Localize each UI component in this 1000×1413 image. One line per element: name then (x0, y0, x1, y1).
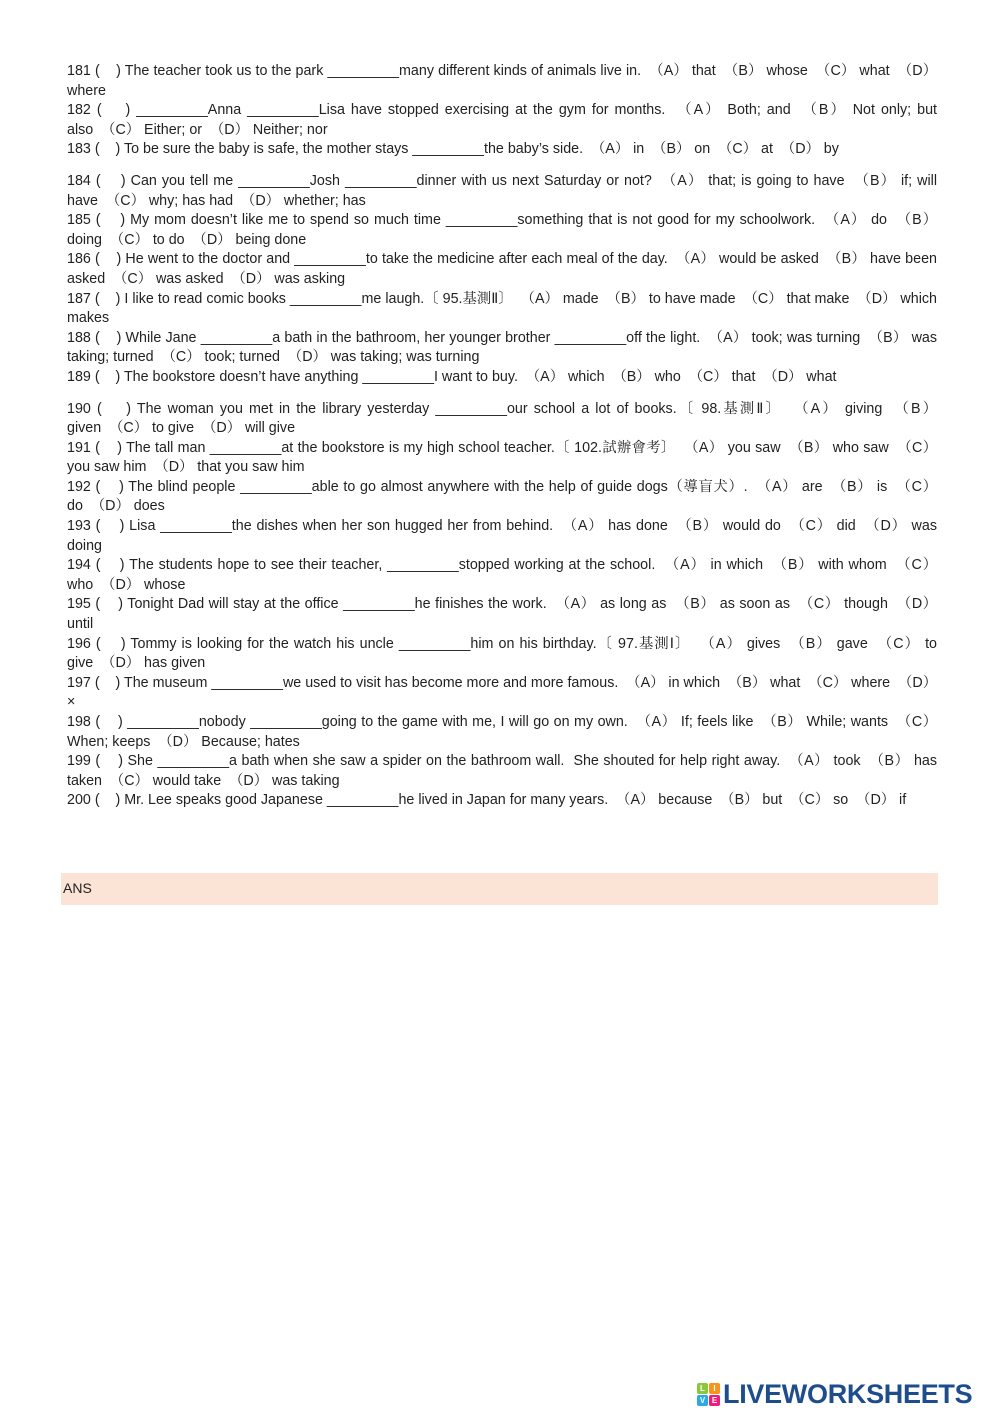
question-183: 183 ( ) To be sure the baby is safe, the mother stays _________the baby’s side. （A） in （B） on （C） at （D） by (67, 141, 839, 158)
question-197: 197 ( ) The museum _________we used to visit has become more and more famous. （A） in which （B） what （C） where （D） × (67, 674, 937, 711)
question-191: 191 ( ) The tall man _________at the bookstore is my high school teacher.〔 102.試辦會考〕 （A） you saw （B） who saw （C） you saw him （D） that you saw him (67, 439, 937, 476)
question-189: 189 ( ) The bookstore doesn’t have anything _________I want to buy. （A） which （B） who （C） that （D） what (67, 368, 837, 385)
logo-icon-letter: I (709, 1383, 720, 1394)
question-list (67, 62, 937, 811)
logo-icon-letter: E (709, 1395, 720, 1406)
liveworksheets-logo (697, 1379, 972, 1409)
question-188: 188 ( ) While Jane _________a bath in the bathroom, her younger brother _________off the light. （A） took; was turning （B） was taking; turned （C） took; turned （D） was taking; was turning (67, 329, 937, 366)
question-186: 186 ( ) He went to the doctor and _________to take the medicine after each meal of the day. （A） would be asked （B） have been asked （C） was asked （D） was asking (67, 251, 937, 287)
logo-text: LIVEWORKSHEETS (723, 1378, 973, 1409)
logo-icon-letter: V (697, 1395, 708, 1406)
question-192: 192 ( ) The blind people _________able to go almost anywhere with the help of guide dogs（導盲犬）. （A） are （B） is （C） do （D） does (67, 478, 937, 515)
liveworksheets-logo-icon (697, 1383, 720, 1406)
answer-section (61, 873, 938, 905)
answer-label: ANS (63, 880, 92, 896)
question-184: 184 ( ) Can you tell me _________Josh _________dinner with us next Saturday or not? （A） that; is going to have （B） if; will have （C） why; has had （D） whether; has (67, 172, 937, 209)
question-185: 185 ( ) My mom doesn’t like me to spend so much time _________something that is not good for my schoolwork. （A） do （B） doing （C） to do （D） being done (67, 212, 937, 248)
question-182: 182 ( ) _________Anna _________Lisa have stopped exercising at the gym for months. （A） Both; and （B） Not only; but also （C） Either; or （D） Neither; nor (67, 102, 937, 138)
question-193: 193 ( ) Lisa _________the dishes when her son hugged her from behind. （A） has done （B） would do （C） did （D） was doing (67, 518, 937, 554)
question-194: 194 ( ) The students hope to see their teacher, _________stopped working at the school. （A） in which （B） with whom （C） who （D） whose (67, 557, 937, 593)
question-181: 181 ( ) The teacher took us to the park _________many different kinds of animals live in. （A） that （B） whose （C） what （D） where (67, 63, 937, 99)
question-196: 196 ( ) Tommy is looking for the watch his uncle _________him on his birthday.〔 97.基測Ⅰ〕 （A） gives （B） gave （C） to give （D） has given (67, 635, 937, 672)
question-195: 195 ( ) Tonight Dad will stay at the office _________he finishes the work. （A） as long as （B） as soon as （C） though （D） until (67, 596, 937, 633)
question-198: 198 ( ) _________nobody _________going to the game with me, I will go on my own. （A） If; feels like （B） While; wants （C） When; keeps （D） Because; hates (67, 714, 937, 750)
question-199: 199 ( ) She _________a bath when she saw a spider on the bathroom wall. She shouted for help right away. （A） took （B） has taken （C） would take （D） was taking (67, 753, 937, 789)
logo-icon-letter: L (697, 1383, 708, 1394)
question-200: 200 ( ) Mr. Lee speaks good Japanese _________he lived in Japan for many years. （A） because （B） but （C） so （D） if (67, 792, 907, 809)
question-187: 187 ( ) I like to read comic books _________me laugh.〔 95.基測Ⅱ〕 （A） made （B） to have made （C） that make （D） which makes (67, 290, 937, 327)
question-190: 190 ( ) The woman you met in the library yesterday _________our school a lot of books.〔 98.基測Ⅱ〕 （A） giving （B） given （C） to give （D） will give (67, 400, 937, 437)
